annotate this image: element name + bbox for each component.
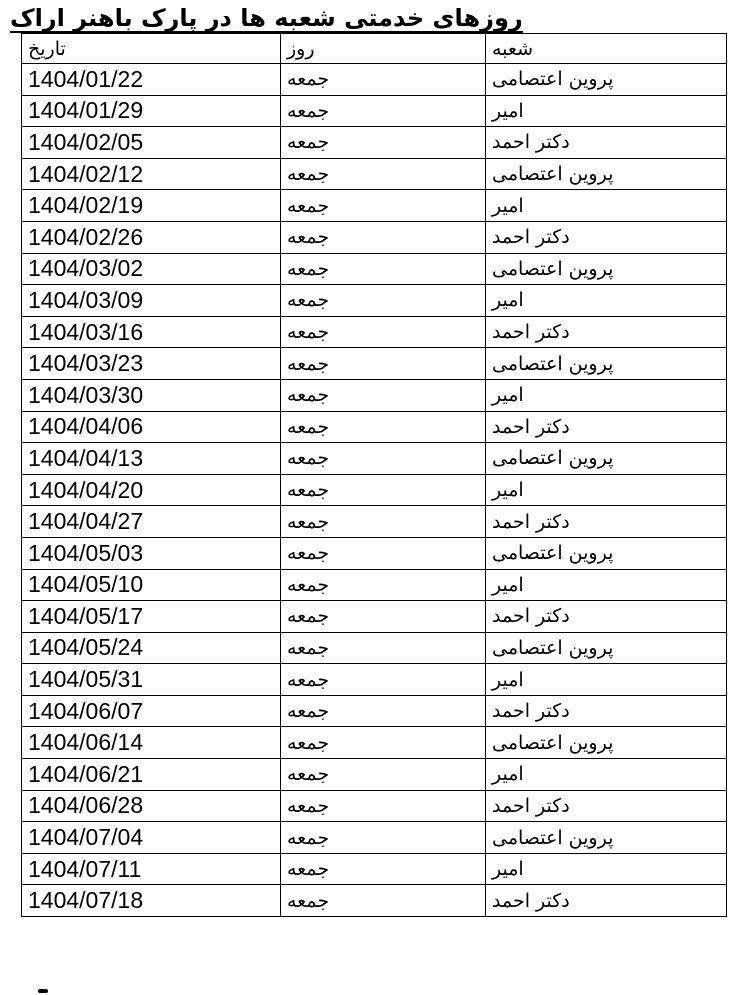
branch-cell: دکتر احمد — [486, 411, 727, 443]
day-cell: جمعه — [281, 727, 486, 759]
branch-cell: پروین اعتصامی — [486, 348, 727, 380]
branch-cell: امیر — [486, 190, 727, 222]
table-row — [22, 632, 727, 664]
table-row — [22, 127, 727, 159]
table-row — [22, 727, 727, 759]
day-cell: جمعه — [281, 537, 486, 569]
date-cell: 1404/04/27 — [22, 506, 281, 538]
date-cell: 1404/02/05 — [22, 127, 281, 159]
date-cell: 1404/02/19 — [22, 190, 281, 222]
date-cell: 1404/03/09 — [22, 285, 281, 317]
day-cell: جمعه — [281, 664, 486, 696]
branch-cell: دکتر احمد — [486, 316, 727, 348]
table-row — [22, 601, 727, 633]
day-cell: جمعه — [281, 822, 486, 854]
branch-cell: امیر — [486, 379, 727, 411]
branch-cell: دکتر احمد — [486, 790, 727, 822]
branch-cell: امیر — [486, 474, 727, 506]
table-row — [22, 790, 727, 822]
day-cell: جمعه — [281, 253, 486, 285]
date-cell: 1404/04/13 — [22, 443, 281, 475]
date-cell: 1404/05/24 — [22, 632, 281, 664]
day-cell: جمعه — [281, 411, 486, 443]
table-row — [22, 569, 727, 601]
table-header-row — [22, 34, 727, 64]
schedule-table — [21, 33, 727, 917]
date-cell: 1404/04/20 — [22, 474, 281, 506]
day-cell: جمعه — [281, 443, 486, 475]
table-row — [22, 822, 727, 854]
table-row — [22, 885, 727, 917]
date-cell: 1404/05/31 — [22, 664, 281, 696]
table-row — [22, 853, 727, 885]
date-cell: 1404/02/26 — [22, 221, 281, 253]
date-cell: 1404/05/10 — [22, 569, 281, 601]
page-title-text: روزهای خدمتی شعبه ها در پارک باهنر اراک — [10, 4, 523, 32]
table-body — [22, 64, 727, 917]
date-cell: 1404/01/22 — [22, 64, 281, 96]
column-header-day: روز — [281, 34, 486, 64]
branch-cell: پروین اعتصامی — [486, 727, 727, 759]
table-row — [22, 285, 727, 317]
branch-cell: امیر — [486, 569, 727, 601]
branch-cell: امیر — [486, 95, 727, 127]
table-row — [22, 95, 727, 127]
table-row — [22, 695, 727, 727]
day-cell: جمعه — [281, 64, 486, 96]
date-cell: 1404/07/04 — [22, 822, 281, 854]
date-cell: 1404/05/17 — [22, 601, 281, 633]
day-cell: جمعه — [281, 285, 486, 317]
table-row — [22, 759, 727, 791]
table-row — [22, 221, 727, 253]
page-title — [10, 4, 740, 32]
branch-cell: امیر — [486, 759, 727, 791]
branch-cell: دکتر احمد — [486, 127, 727, 159]
branch-cell: دکتر احمد — [486, 601, 727, 633]
branch-cell: دکتر احمد — [486, 695, 727, 727]
branch-cell: امیر — [486, 664, 727, 696]
day-cell: جمعه — [281, 695, 486, 727]
date-cell: 1404/03/16 — [22, 316, 281, 348]
table-row — [22, 443, 727, 475]
branch-cell: پروین اعتصامی — [486, 537, 727, 569]
table-row — [22, 506, 727, 538]
branch-cell: پروین اعتصامی — [486, 253, 727, 285]
branch-cell: دکتر احمد — [486, 221, 727, 253]
table-row — [22, 474, 727, 506]
branch-cell: امیر — [486, 853, 727, 885]
day-cell: جمعه — [281, 190, 486, 222]
table-row — [22, 664, 727, 696]
day-cell: جمعه — [281, 632, 486, 664]
branch-cell: امیر — [486, 285, 727, 317]
day-cell: جمعه — [281, 316, 486, 348]
date-cell: 1404/07/11 — [22, 853, 281, 885]
date-cell: 1404/05/03 — [22, 537, 281, 569]
day-cell: جمعه — [281, 221, 486, 253]
day-cell: جمعه — [281, 601, 486, 633]
date-cell: 1404/07/18 — [22, 885, 281, 917]
table-row — [22, 158, 727, 190]
table-row — [22, 348, 727, 380]
date-cell: 1404/03/02 — [22, 253, 281, 285]
table-row — [22, 537, 727, 569]
day-cell: جمعه — [281, 474, 486, 506]
date-cell: 1404/02/12 — [22, 158, 281, 190]
branch-cell: دکتر احمد — [486, 885, 727, 917]
day-cell: جمعه — [281, 348, 486, 380]
branch-cell: پروین اعتصامی — [486, 64, 727, 96]
day-cell: جمعه — [281, 759, 486, 791]
date-cell: 1404/01/29 — [22, 95, 281, 127]
date-cell: 1404/04/06 — [22, 411, 281, 443]
date-cell: 1404/06/14 — [22, 727, 281, 759]
table-row — [22, 64, 727, 96]
branch-cell: دکتر احمد — [486, 506, 727, 538]
day-cell: جمعه — [281, 158, 486, 190]
branch-cell: پروین اعتصامی — [486, 443, 727, 475]
day-cell: جمعه — [281, 127, 486, 159]
date-cell: 1404/06/07 — [22, 695, 281, 727]
column-header-branch: شعبه — [486, 34, 727, 64]
day-cell: جمعه — [281, 569, 486, 601]
footer-fragment — [10, 985, 70, 995]
day-cell: جمعه — [281, 506, 486, 538]
column-header-date: تاریخ — [22, 34, 281, 64]
date-cell: 1404/03/30 — [22, 379, 281, 411]
table-row — [22, 379, 727, 411]
branch-cell: پروین اعتصامی — [486, 158, 727, 190]
day-cell: جمعه — [281, 95, 486, 127]
date-cell: 1404/06/21 — [22, 759, 281, 791]
table-row — [22, 411, 727, 443]
date-cell: 1404/06/28 — [22, 790, 281, 822]
day-cell: جمعه — [281, 885, 486, 917]
day-cell: جمعه — [281, 379, 486, 411]
table-row — [22, 316, 727, 348]
day-cell: جمعه — [281, 853, 486, 885]
branch-cell: پروین اعتصامی — [486, 822, 727, 854]
date-cell: 1404/03/23 — [22, 348, 281, 380]
table-row — [22, 190, 727, 222]
day-cell: جمعه — [281, 790, 486, 822]
branch-cell: پروین اعتصامی — [486, 632, 727, 664]
table-row — [22, 253, 727, 285]
